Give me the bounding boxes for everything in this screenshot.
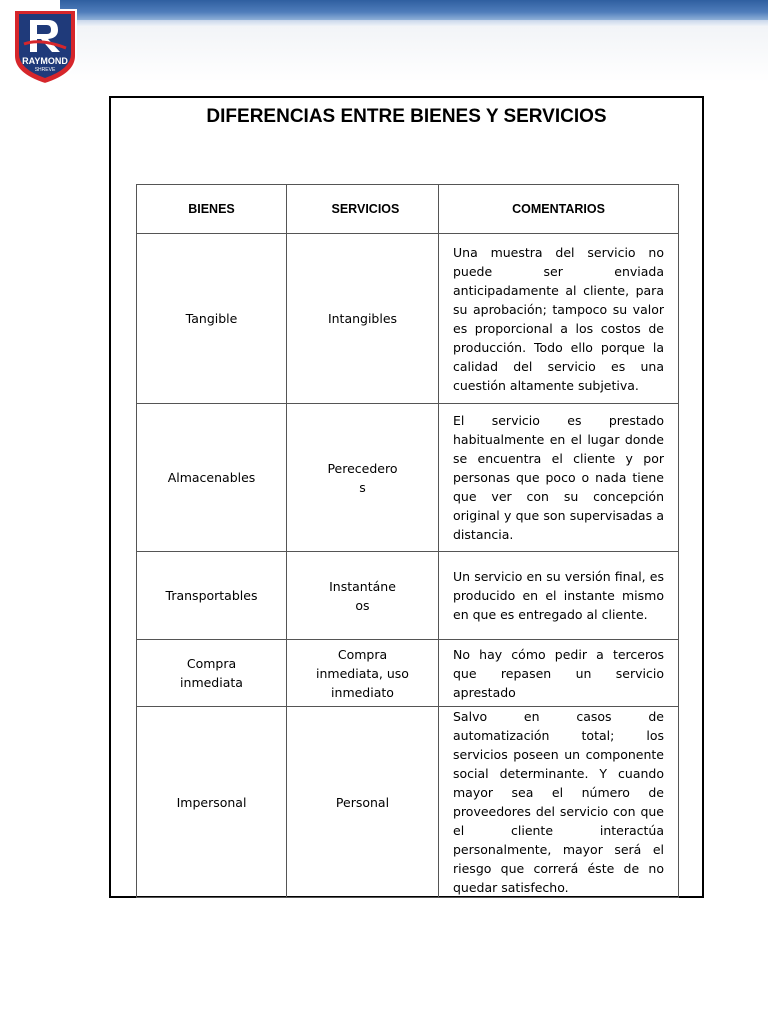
raymond-logo (10, 4, 80, 86)
header-fade (60, 26, 768, 82)
table-row (137, 640, 679, 707)
cell-servicios: Compra inmediata, uso inmediato (316, 646, 409, 700)
table-row (137, 234, 679, 404)
table-row (137, 404, 679, 552)
cell-bienes: Impersonal (137, 707, 287, 898)
table-row (137, 552, 679, 640)
cell-servicios: Perecederos (327, 460, 398, 495)
table-header-row (137, 185, 679, 234)
cell-comentario: Un servicio en su versión final, es producido en el instante mismo en que es entregado al cliente. (439, 552, 679, 640)
cell-servicios: Instantáneos (329, 578, 396, 613)
cell-comentario: El servicio es prestado habitualmente en el lugar donde se encuentra el cliente y por personas que poco o nada tiene que ver con su concepción original y que son supervisadas a distancia. (439, 404, 679, 552)
cell-comentario: Salvo en casos de automatización total; los servicios poseen un componente social determinante. Y cuando mayor sea el número de proveedores del servicio con que el cliente interactúa personalmente, mayor será el riesgo que correrá éste de no quedar satisfecho. (439, 707, 679, 898)
cell-bienes: Transportables (137, 552, 287, 640)
header-servicios: SERVICIOS (331, 201, 400, 216)
cell-servicios: Personal (287, 707, 439, 898)
header-banner (0, 0, 768, 82)
cell-bienes: Compra inmediata (180, 656, 243, 690)
cell-comentario: No hay cómo pedir a terceros que repasen un servicio aprestado (439, 640, 679, 707)
cell-servicios: Intangibles (287, 234, 439, 404)
cell-comentario: Una muestra del servicio no puede ser enviada anticipadamente al cliente, para su aprobación; tampoco su valor es proporcional a los costos de producción. Todo ello porque la calidad del servicio es una cuestión altamente subjetiva. (439, 234, 679, 404)
header-stripe (60, 0, 768, 20)
table-row (137, 707, 679, 898)
cell-bienes: Almacenables (137, 404, 287, 552)
comparison-table (136, 184, 679, 898)
header-comentarios: COMENTARIOS (439, 185, 679, 234)
header-bienes: BIENES (137, 185, 287, 234)
slide-title: DIFERENCIAS ENTRE BIENES Y SERVICIOS (206, 106, 607, 127)
svg-text:RAYMOND: RAYMOND (22, 56, 68, 66)
svg-text:SHREVE: SHREVE (34, 67, 56, 73)
cell-bienes: Tangible (137, 234, 287, 404)
